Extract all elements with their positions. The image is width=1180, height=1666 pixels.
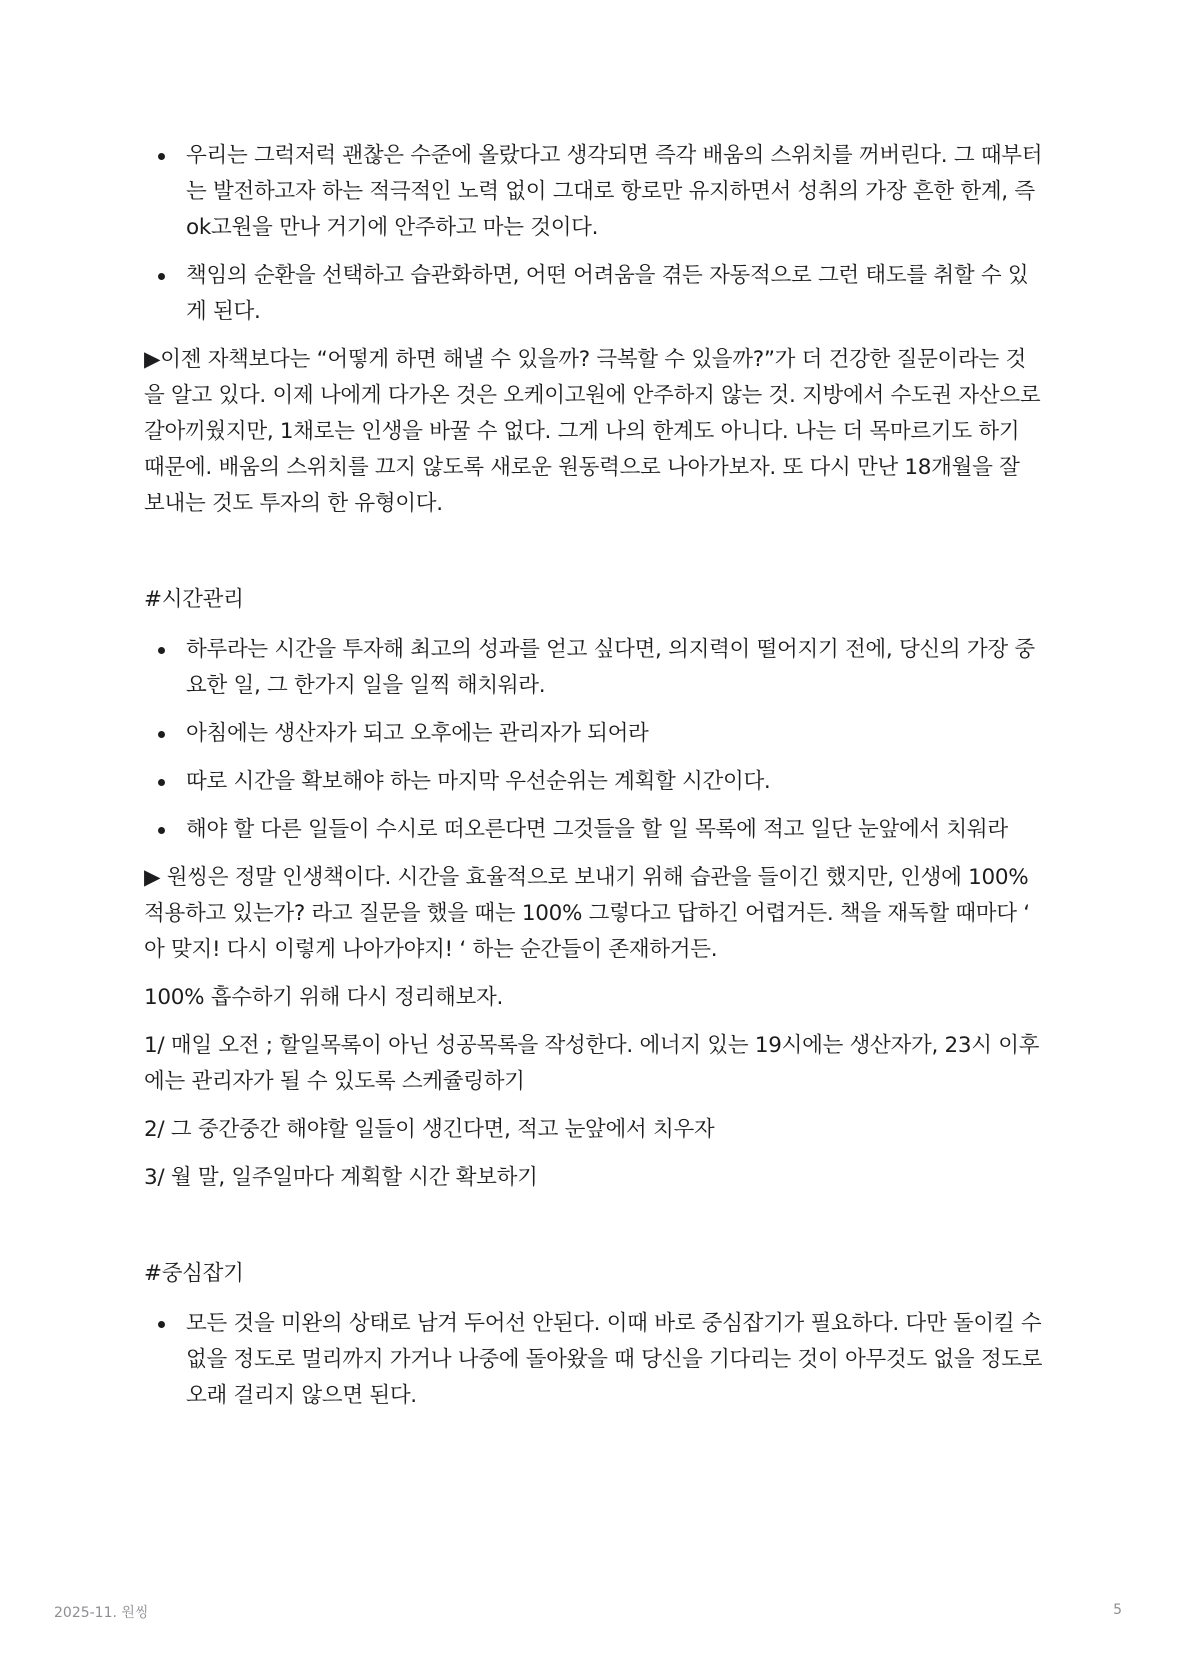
list-item: 따로 시간을 확보해야 하는 마지막 우선순위는 계획할 시간이다. [186,764,1044,800]
plan-item: 1/ 매일 오전 ; 할일목록이 아닌 성공목록을 작성한다. 에너지 있는 19시에는 생산자가, 23시 이후에는 관리자가 될 수 있도록 스케쥴링하기 [144,1033,1040,1094]
list-item: 책임의 순환을 선택하고 습관화하면, 어떤 어려움을 겪든 자동적으로 그런 태도를 취할 수 있게 된다. [186,258,1044,330]
plan-item: 2/ 그 중간중간 해야할 일들이 생긴다면, 적고 눈앞에서 치우자 [144,1117,715,1142]
page-content [144,138,1044,1426]
section-heading-time-management: #시간관리 [144,587,244,612]
footer-page-number: 5 [1113,1602,1122,1618]
list-item: 아침에는 생산자가 되고 오후에는 관리자가 되어라 [186,716,1044,752]
summary-intro: 100% 흡수하기 위해 다시 정리해보자. [144,985,504,1010]
bullet-list-time-management [144,632,1044,848]
reflection-paragraph: ▶이젠 자책보다는 “어떻게 하면 해낼 수 있을까? 극복할 수 있을까?”가 더 건강한 질문이라는 것을 알고 있다. 이제 나에게 다가온 것은 오케이고원에 안주하지 않는 것. 지방에서 수도권 자산으로 갈아끼웠지만, 1채로는 인생을 바꿀 수 없다. 그게 나의 한계도 아니다. 나는 더 목마르기도 하기 때문에. 배움의 스위치를 끄지 않도록 새로운 원동력으로 나아가보자. 또 다시 만난 18개월을 잘 보내는 것도 투자의 한 유형이다. [144,347,1041,516]
footer-document-title: 2025-11. 원씽 [54,1605,149,1621]
plan-item: 3/ 월 말, 일주일마다 계획할 시간 확보하기 [144,1165,538,1190]
list-item: 모든 것을 미완의 상태로 남겨 두어선 안된다. 이때 바로 중심잡기가 필요하다. 다만 돌이킬 수 없을 정도로 멀리까지 가거나 나중에 돌아왔을 때 당신을 기다리는 것이 아무것도 없을 정도로 오래 걸리지 않으면 된다. [186,1306,1044,1414]
list-item: 해야 할 다른 일들이 수시로 떠오른다면 그것들을 할 일 목록에 적고 일단 눈앞에서 치워라 [186,812,1044,848]
list-item: 하루라는 시간을 투자해 최고의 성과를 얻고 싶다면, 의지력이 떨어지기 전에, 당신의 가장 중요한 일, 그 한가지 일을 일찍 해치워라. [186,632,1044,704]
bullet-list-centering [144,1306,1044,1414]
section-heading-centering: #중심잡기 [144,1261,244,1286]
bullet-list-intro [144,138,1044,330]
reflection-paragraph: ▶ 원씽은 정말 인생책이다. 시간을 효율적으로 보내기 위해 습관을 들이긴 했지만, 인생에 100% 적용하고 있는가? 라고 질문을 했을 때는 100% 그렇다고 답하긴 어렵거든. 책을 재독할 때마다 ‘ 아 맞지! 다시 이렇게 나아가야지! ‘ 하는 순간들이 존재하거든. [144,865,1030,962]
list-item: 우리는 그럭저럭 괜찮은 수준에 올랐다고 생각되면 즉각 배움의 스위치를 꺼버린다. 그 때부터는 발전하고자 하는 적극적인 노력 없이 그대로 항로만 유지하면서 성취의 가장 흔한 한계, 즉 ok고원을 만나 거기에 안주하고 마는 것이다. [186,138,1044,246]
